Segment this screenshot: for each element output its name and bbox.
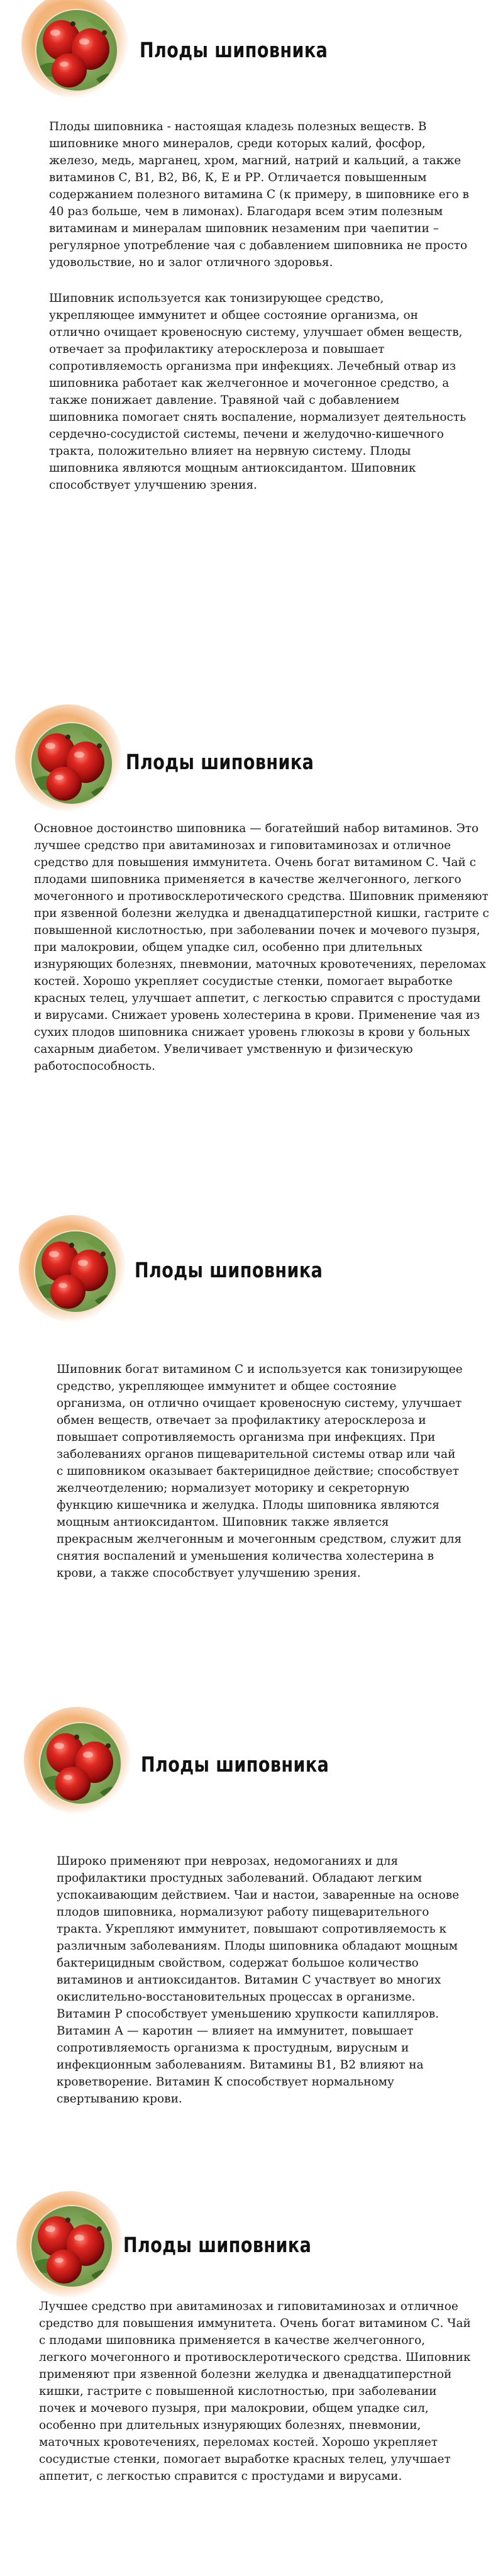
section-header — [0, 2195, 503, 2296]
section-body — [57, 1361, 465, 1601]
section-title: Плоды шиповника — [135, 1258, 323, 1282]
rosehip-berries-icon — [31, 2206, 112, 2287]
paragraph: Основное достоинство шиповника — богатейший набор витаминов. Это лучшее средство при авитаминозах и гиповитаминозах и отличное средство для повышения иммунитета. Очень богат витамином С. Чай с плодами шиповника применяется в качестве желчегонного, легкого мочегонного и противосклеротического средства. Шиповник применяют при язвенной болезни желудка и двенадцатиперстной кишки, гастрите с повышенной кислотностью, при заболевании почек и мочевого пузыря, при малокровии, общем упадке сил, особенно при длительных изнуряющих болезнях, пневмонии, маточных кровотечениях, переломах костей. Хорошо укрепляет сосудистые стенки, помогает выработке красных телец, улучшает аппетит, с легкостью справится с простудами и вирусами. Снижает уровень холестерина в крови. Применение чая из сухих плодов шиповника снижает уровень глюкозы в крови у больных сахарным диабетом. Увеличивает умственную и физическую работоспособность. — [34, 822, 489, 1073]
section-header — [0, 717, 503, 818]
section-body — [57, 1853, 473, 2126]
rosehip-berries-icon — [31, 723, 112, 804]
section-title: Плоды шиповника — [140, 38, 328, 62]
section-body — [34, 820, 489, 1094]
section-body — [39, 2298, 475, 2504]
section-title: Плоды шиповника — [141, 1752, 329, 1777]
section-header — [0, 1220, 503, 1321]
section-5 — [0, 2195, 503, 2483]
section-2 — [0, 717, 503, 1073]
paragraph: Лучшее средство при авитаминозах и гиповитаминозах и отличное средство для повышения иммунитета. Очень богат витамином С. Чай с плодами шиповника применяется в качестве желчегонного, легкого мочегонного и противосклеротического средства. Шиповник применяют при язвенной болезни желудка и двенадцатиперстной кишки, гастрите с повышенной кислотностью, при заболевании почек и мочевого пузыря, при малокровии, общем упадке сил, особенно при длительных изнуряющих болезнях, пневмонии, маточных кровотечениях, переломах костей. Хорошо укрепляет сосудистые стенки, помогает выработке красных телец, улучшает аппетит, с легкостью справится с простудами и вирусами. — [39, 2300, 471, 2483]
paragraph: Шиповник используется как тонизирующее средство, укрепляющее иммунитет и общее состояние организма, он отлично очищает кровеносную систему, улучшает обмен веществ, отвечает за профилактику атеросклероза и повышает сопротивляемость организма при инфекциях. Лечебный отвар из шиповника работает как желчегонное и мочегонное средство, а также понижает давление. Травяной чай с добавлением шиповника помогает снять воспаление, нормализует деятельность сердечно-сосудистой системы, печени и желудочно-кишечного тракта, положительно влияет на нервную систему. Плоды шиповника являются мощным антиоксидантом. Шиповник способствует улучшению зрения. — [49, 292, 467, 492]
paragraph: Широко применяют при неврозах, недомоганиях и для профилактики простудных заболеваний. Обладают легким успокаивающим действием. Чаи и настои, заваренные на основе плодов шиповника, нормализуют работу пищеварительного тракта. Укрепляют иммунитет, повышают сопротивляемость к различным заболеваниям. Плоды шиповника обладают мощным бактерицидным свойством, содержат большое количество витаминов и антиоксидантов. Витамин С участвует во многих окислительно-восстановительных процессах в организме. Витамин Р способствует уменьшению хрупкости капилляров. Витамин А — каротин — влияет на иммунитет, повышает сопротивляемость организма к простудным, вирусным и инфекционным заболеваниям. Витамины В1, В2 влияют на кроветворение. Витамин К способствует нормальному свертыванию крови. — [57, 1855, 460, 2106]
rosehip-berries-icon — [36, 10, 117, 91]
section-1 — [0, 0, 503, 492]
section-3 — [0, 1220, 503, 1580]
section-header — [0, 1711, 503, 1811]
rosehip-berries-icon — [40, 1723, 121, 1804]
section-header — [0, 0, 503, 101]
section-4 — [0, 1711, 503, 2106]
rosehip-berries-icon — [35, 1231, 116, 1312]
paragraph: Плоды шиповника - настоящая кладезь полезных веществ. В шиповнике много минералов, среди которых калий, фосфор, железо, медь, марганец, хром, магний, натрий и кальций, а также витаминов С, В1, В2, В6, К, Е и РР. Отличается повышенным содержанием полезного витамина С (к примеру, в шиповнике его в 40 раз больше, чем в лимонах). Благодаря всем этим полезным витаминам и минералам шиповник незаменим при чаепитии – регулярное употребление чая с добавлением шиповника не просто удовольствие, но и залог отличного здоровья. — [49, 120, 469, 269]
paragraph: Шиповник богат витамином С и используется как тонизирующее средство, укрепляющее иммунитет и общее состояние организма, он отлично очищает кровеносную систему, улучшает обмен веществ, отвечает за профилактику атеросклероза и повышает сопротивляемость организма при инфекциях. При заболеваниях органов пищеварительной системы отвар или чай с шиповником оказывает бактерицидное действие; способствует желчеотделению; нормализует моторику и секреторную функцию кишечника и желудка. Плоды шиповника являются мощным антиоксидантом. Шиповник также является прекрасным желчегонным и мочегонным средством, служит для снятия воспалений и уменьшения количества холестерина в крови, а также способствует улучшению зрения. — [57, 1363, 463, 1580]
section-body — [49, 118, 469, 513]
section-title: Плоды шиповника — [126, 750, 314, 774]
section-title: Плоды шиповника — [123, 2233, 312, 2257]
